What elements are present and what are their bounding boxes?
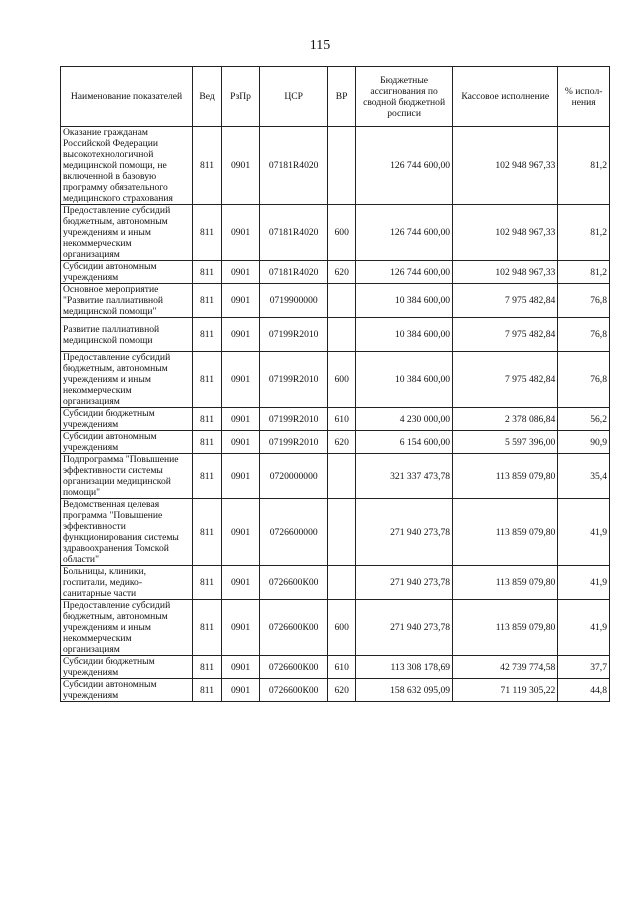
row-csr: 0726600К00 — [260, 679, 328, 702]
row-budget: 10 384 600,00 — [356, 284, 453, 318]
row-rzpr: 0901 — [221, 431, 259, 454]
row-ved: 811 — [193, 431, 222, 454]
row-vr: 620 — [328, 679, 356, 702]
row-ved: 811 — [193, 318, 222, 352]
row-name: Оказание гражданам Российской Федерации высокотехнологичной медицинской помощи, не включенной в базовую программу обязательного медицинского страхования — [61, 127, 193, 205]
row-vr: 600 — [328, 352, 356, 408]
row-name: Предоставление субсидий бюджетным, автономным учреждениям и иным некоммерческим организациям — [61, 600, 193, 656]
row-vr — [328, 454, 356, 499]
row-ved: 811 — [193, 284, 222, 318]
row-budget: 4 230 000,00 — [356, 408, 453, 431]
row-percent: 41,9 — [558, 600, 610, 656]
header-rzpr: РзПр — [221, 67, 259, 127]
row-vr — [328, 566, 356, 600]
row-vr: 600 — [328, 600, 356, 656]
row-rzpr: 0901 — [221, 408, 259, 431]
row-percent: 35,4 — [558, 454, 610, 499]
row-csr: 0726600000 — [260, 499, 328, 566]
header-cash: Кассовое исполнение — [453, 67, 558, 127]
row-name: Основное мероприятие "Развитие паллиативной медицинской помощи" — [61, 284, 193, 318]
row-percent: 90,9 — [558, 431, 610, 454]
table-row — [61, 284, 610, 318]
row-name: Предоставление субсидий бюджетным, автономным учреждениям и иным некоммерческим организациям — [61, 205, 193, 261]
row-name: Предоставление субсидий бюджетным, автономным учреждениям и иным некоммерческим организациям — [61, 352, 193, 408]
row-rzpr: 0901 — [221, 127, 259, 205]
row-ved: 811 — [193, 679, 222, 702]
row-percent: 56,2 — [558, 408, 610, 431]
row-csr: 07199R2010 — [260, 431, 328, 454]
table-row — [61, 261, 610, 284]
row-rzpr: 0901 — [221, 656, 259, 679]
row-name: Субсидии бюджетным учреждениям — [61, 408, 193, 431]
row-rzpr: 0901 — [221, 566, 259, 600]
row-percent: 37,7 — [558, 656, 610, 679]
row-rzpr: 0901 — [221, 205, 259, 261]
row-name: Субсидии автономным учреждениям — [61, 261, 193, 284]
row-budget: 321 337 473,78 — [356, 454, 453, 499]
row-ved: 811 — [193, 408, 222, 431]
row-ved: 811 — [193, 261, 222, 284]
row-vr — [328, 499, 356, 566]
header-vr: ВР — [328, 67, 356, 127]
row-percent: 81,2 — [558, 261, 610, 284]
row-name: Больницы, клиники, госпитали, медико-санитарные части — [61, 566, 193, 600]
header-csr: ЦСР — [260, 67, 328, 127]
row-name: Субсидии автономным учреждениям — [61, 431, 193, 454]
row-ved: 811 — [193, 454, 222, 499]
row-rzpr: 0901 — [221, 600, 259, 656]
row-vr — [328, 318, 356, 352]
header-budget: Бюджетные ассигнования по сводной бюджетной росписи — [356, 67, 453, 127]
row-ved: 811 — [193, 566, 222, 600]
row-ved: 811 — [193, 499, 222, 566]
row-rzpr: 0901 — [221, 261, 259, 284]
row-csr: 07181R4020 — [260, 261, 328, 284]
row-budget: 10 384 600,00 — [356, 352, 453, 408]
row-cash: 7 975 482,84 — [453, 352, 558, 408]
row-csr: 0726600К00 — [260, 656, 328, 679]
row-budget: 126 744 600,00 — [356, 261, 453, 284]
row-cash: 5 597 396,00 — [453, 431, 558, 454]
row-rzpr: 0901 — [221, 318, 259, 352]
row-percent: 81,2 — [558, 127, 610, 205]
row-csr: 0720000000 — [260, 454, 328, 499]
row-vr: 610 — [328, 656, 356, 679]
header-percent: % испол-нения — [558, 67, 610, 127]
header-ved: Вед — [193, 67, 222, 127]
row-cash: 102 948 967,33 — [453, 127, 558, 205]
row-csr: 07199R2010 — [260, 408, 328, 431]
row-name: Подпрограмма "Повышение эффективности системы организации медицинской помощи" — [61, 454, 193, 499]
row-budget: 271 940 273,78 — [356, 600, 453, 656]
page-number: 115 — [309, 38, 331, 53]
row-name: Развитие паллиативной медицинской помощи — [61, 318, 193, 352]
row-cash: 102 948 967,33 — [453, 261, 558, 284]
row-percent: 76,8 — [558, 284, 610, 318]
table-row — [61, 408, 610, 431]
row-csr: 07199R2010 — [260, 352, 328, 408]
row-percent: 41,9 — [558, 566, 610, 600]
row-cash: 113 859 079,80 — [453, 499, 558, 566]
row-percent: 41,9 — [558, 499, 610, 566]
row-ved: 811 — [193, 600, 222, 656]
row-csr: 0726600К00 — [260, 566, 328, 600]
row-percent: 44,8 — [558, 679, 610, 702]
row-ved: 811 — [193, 205, 222, 261]
row-vr: 600 — [328, 205, 356, 261]
row-vr: 620 — [328, 431, 356, 454]
row-budget: 158 632 095,09 — [356, 679, 453, 702]
row-rzpr: 0901 — [221, 284, 259, 318]
table-row — [61, 679, 610, 702]
table-row — [61, 499, 610, 566]
row-csr: 0719900000 — [260, 284, 328, 318]
row-csr: 07199R2010 — [260, 318, 328, 352]
table-header-row — [61, 67, 610, 127]
row-rzpr: 0901 — [221, 679, 259, 702]
row-name: Ведомственная целевая программа "Повышение эффективности функционирования системы здравоохранения Томской области" — [61, 499, 193, 566]
row-rzpr: 0901 — [221, 499, 259, 566]
header-name: Наименование показателей — [61, 67, 193, 127]
table-row — [61, 431, 610, 454]
row-cash: 113 859 079,80 — [453, 566, 558, 600]
table-row — [61, 205, 610, 261]
row-budget: 271 940 273,78 — [356, 499, 453, 566]
row-cash: 7 975 482,84 — [453, 318, 558, 352]
row-budget: 10 384 600,00 — [356, 318, 453, 352]
row-budget: 126 744 600,00 — [356, 127, 453, 205]
table-row — [61, 454, 610, 499]
row-name: Субсидии автономным учреждениям — [61, 679, 193, 702]
row-vr: 620 — [328, 261, 356, 284]
row-cash: 71 119 305,22 — [453, 679, 558, 702]
row-ved: 811 — [193, 127, 222, 205]
row-percent: 76,8 — [558, 318, 610, 352]
table-row — [61, 127, 610, 205]
row-budget: 6 154 600,00 — [356, 431, 453, 454]
row-rzpr: 0901 — [221, 352, 259, 408]
row-csr: 07181R4020 — [260, 127, 328, 205]
row-name: Субсидии бюджетным учреждениям — [61, 656, 193, 679]
row-ved: 811 — [193, 352, 222, 408]
row-budget: 113 308 178,69 — [356, 656, 453, 679]
row-vr — [328, 284, 356, 318]
row-vr: 610 — [328, 408, 356, 431]
row-csr: 0726600К00 — [260, 600, 328, 656]
table-row — [61, 318, 610, 352]
budget-table — [60, 66, 610, 702]
row-cash: 113 859 079,80 — [453, 600, 558, 656]
row-cash: 113 859 079,80 — [453, 454, 558, 499]
row-percent: 81,2 — [558, 205, 610, 261]
row-cash: 102 948 967,33 — [453, 205, 558, 261]
table-row — [61, 600, 610, 656]
row-csr: 07181R4020 — [260, 205, 328, 261]
row-cash: 2 378 086,84 — [453, 408, 558, 431]
row-cash: 7 975 482,84 — [453, 284, 558, 318]
table-row — [61, 656, 610, 679]
row-ved: 811 — [193, 656, 222, 679]
row-budget: 126 744 600,00 — [356, 205, 453, 261]
row-rzpr: 0901 — [221, 454, 259, 499]
row-percent: 76,8 — [558, 352, 610, 408]
row-budget: 271 940 273,78 — [356, 566, 453, 600]
row-cash: 42 739 774,58 — [453, 656, 558, 679]
table-row — [61, 352, 610, 408]
row-vr — [328, 127, 356, 205]
table-row — [61, 566, 610, 600]
